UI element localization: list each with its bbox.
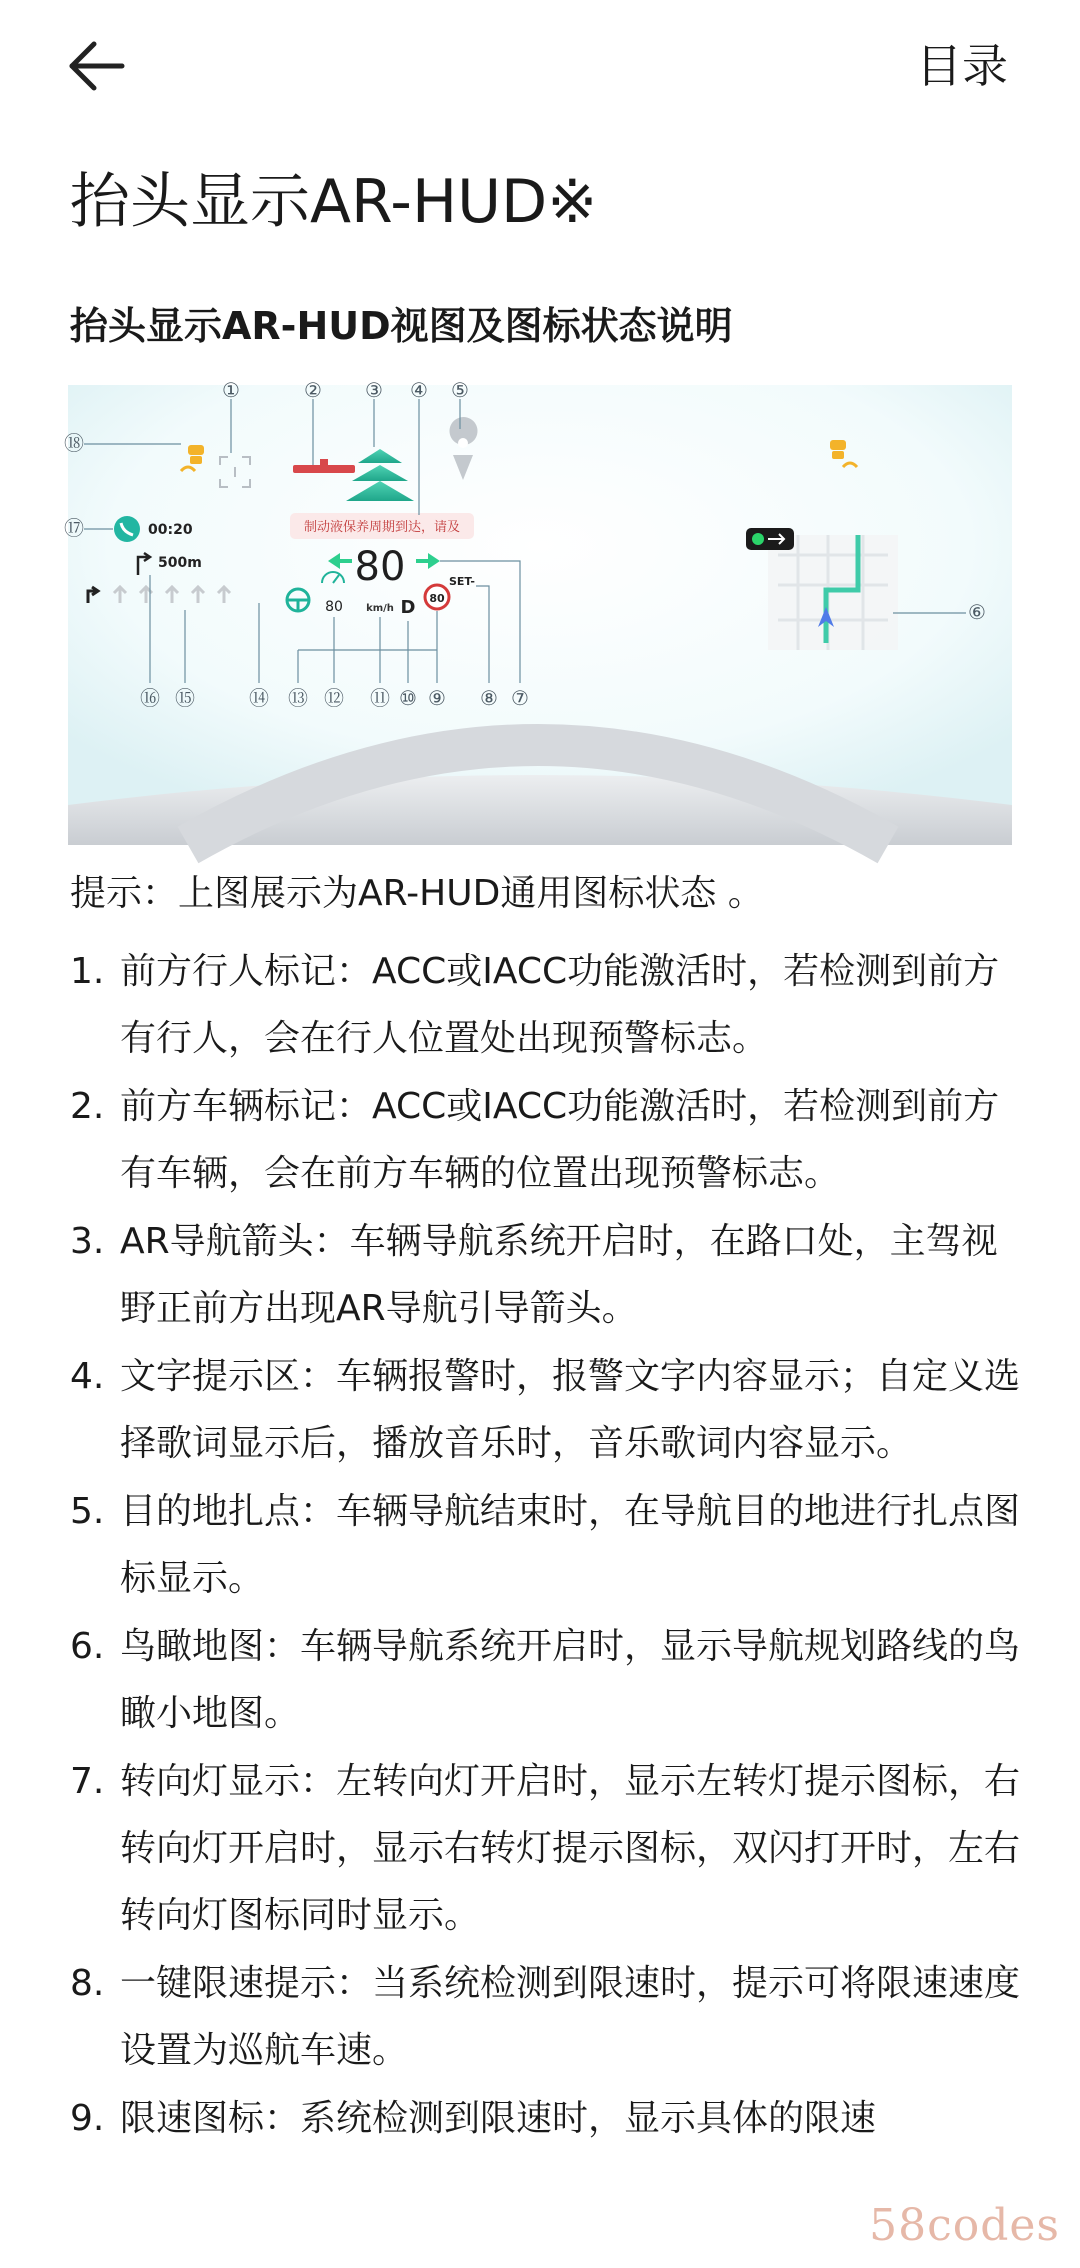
marker-15: ⑮ [175, 686, 195, 710]
phone-call-icon [114, 516, 140, 542]
marker-14: ⑭ [249, 686, 269, 710]
birdseye-map [768, 535, 898, 650]
ar-hud-diagram [64, 378, 1012, 845]
list-item: 9. 限速图标：系统检测到限速时，显示具体的限速 [70, 2098, 877, 2139]
list-item: 6. 鸟瞰地图：车辆导航系统开启时，显示导航规划路线的鸟瞰小地图。 [70, 1626, 1021, 1734]
marker-13: ⑬ [288, 686, 308, 710]
marker-12: ⑫ [324, 686, 344, 710]
cruise-speed: 80 [325, 599, 343, 615]
list-item: 8. 一键限速提示：当系统检测到限速时，提示可将限速速度设置为巡航车速。 [70, 1963, 1021, 2071]
back-arrow-icon[interactable] [64, 34, 128, 98]
marker-16: ⑯ [140, 686, 160, 710]
hint-text: 提示：上图展示为AR-HUD通用图标状态 。 [70, 873, 764, 914]
marker-2: ② [304, 378, 322, 402]
list-item: 3. AR导航箭头：车辆导航系统开启时，在路口处，主驾视野正前方出现AR导航引导箭头。 [70, 1221, 998, 1329]
watermark: 58codes [869, 2200, 1060, 2251]
marker-1: ① [222, 378, 240, 402]
list-item: 4. 文字提示区：车辆报警时，报警文字内容显示；自定义选择歌词显示后，播放音乐时，音乐歌词内容显示。 [70, 1356, 1021, 1464]
traffic-light-icon [746, 528, 794, 550]
marker-10: ⑩ [399, 686, 417, 710]
toc-button[interactable]: 目录 [916, 39, 1008, 93]
top-bar [0, 0, 1080, 130]
speed-value: 80 [354, 544, 406, 590]
marker-18: ⑱ [64, 431, 84, 455]
marker-11: ⑪ [370, 686, 390, 710]
list-item: 7. 转向灯显示：左转向灯开启时，显示左转灯提示图标，右转向灯开启时，显示右转灯提示图标，双闪打开时，左右转向灯图标同时显示。 [70, 1761, 1021, 1936]
marker-3: ③ [365, 378, 383, 402]
marker-5: ⑤ [451, 378, 469, 402]
nav-distance: 500m [158, 555, 202, 571]
marker-17: ⑰ [64, 516, 84, 540]
list-item: 5. 目的地扎点：车辆导航结束时，在导航目的地进行扎点图标显示。 [70, 1491, 1021, 1599]
page-title: 抬头显示AR-HUD※ [70, 167, 598, 237]
speed-unit: km/h [366, 603, 394, 614]
marker-6: ⑥ [968, 600, 986, 624]
marker-8: ⑧ [480, 686, 498, 710]
section-title: 抬头显示AR-HUD视图及图标状态说明 [70, 304, 733, 348]
set-label: SET- [449, 575, 475, 588]
alert-text: 制动液保养周期到达，请及 [303, 520, 461, 535]
list-item: 1. 前方行人标记：ACC或IACC功能激活时，若检测到前方有行人，会在行人位置处出现预警标志。 [70, 951, 1000, 1059]
list-item: 2. 前方车辆标记：ACC或IACC功能激活时，若检测到前方有车辆，会在前方车辆的位置出现预警标志。 [70, 1086, 1000, 1194]
gear-indicator: D [400, 597, 416, 618]
marker-7: ⑦ [511, 686, 529, 710]
marker-4: ④ [410, 378, 428, 402]
call-time: 00:20 [148, 522, 193, 538]
marker-9: ⑨ [428, 686, 446, 710]
speed-limit-value: 80 [429, 592, 445, 605]
legend-list [0, 938, 1080, 2153]
